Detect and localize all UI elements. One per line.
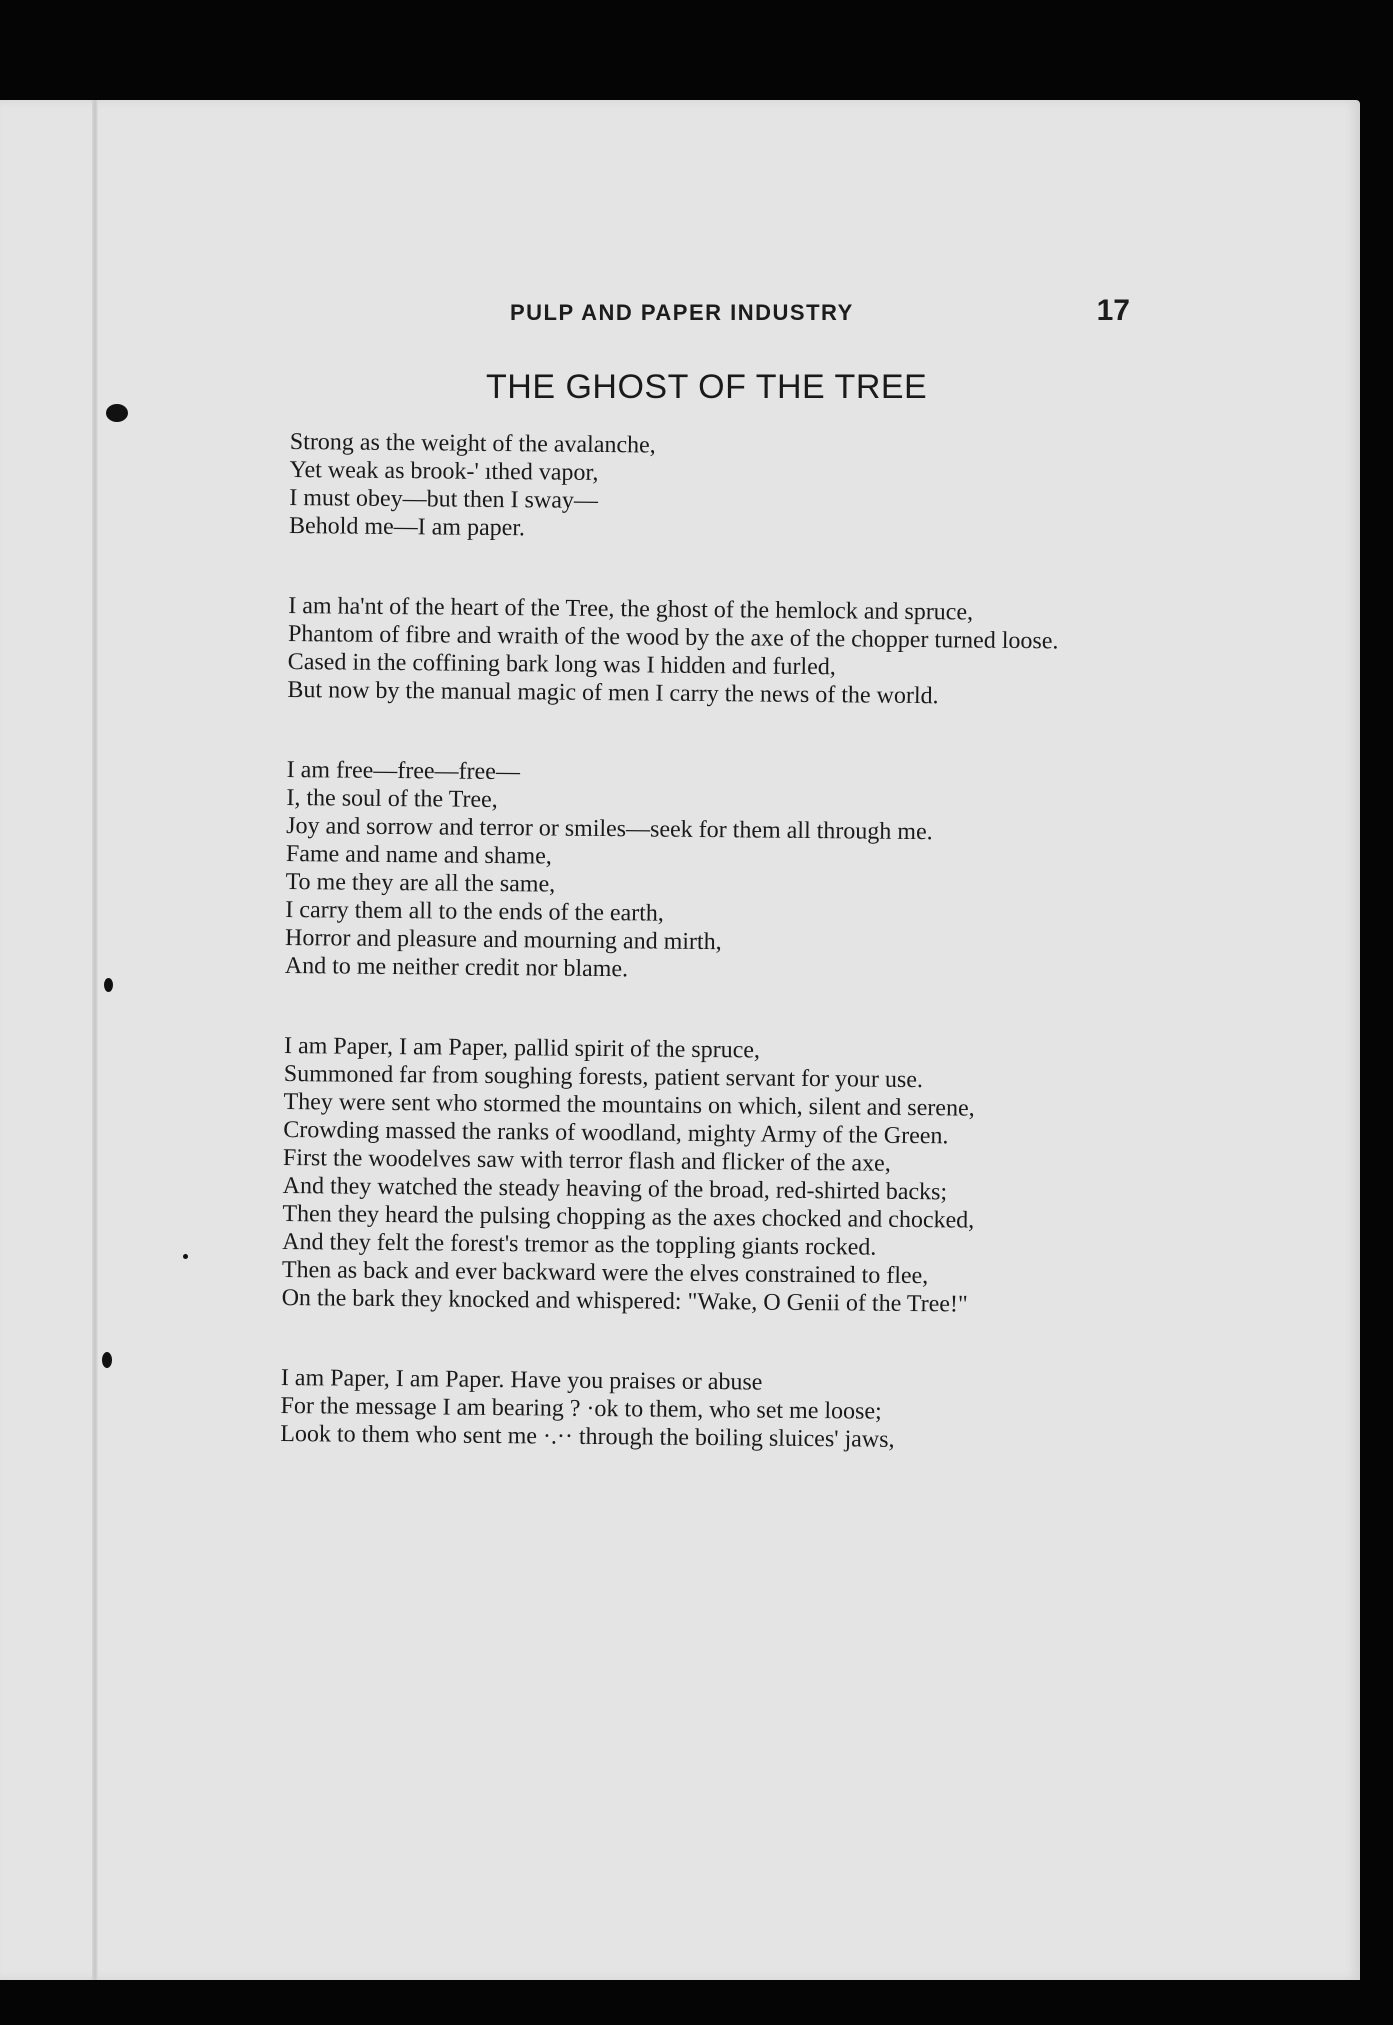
poem-line: Then as back and ever backward were the elves constrained to flee, [281,1256,929,1290]
poem-line: Summoned far from soughing forests, patient servant for your use. [283,1060,924,1094]
poem-body [280,428,1130,1508]
page-gutter [92,100,98,1980]
poem-line: Yet weak as brook-' ıthed vapor, [289,456,599,486]
poem-title: THE GHOST OF THE TREE [486,368,928,406]
poem-line: Look to them who sent me ·.·· through the boiling sluices' jaws, [280,1420,895,1453]
poem-line: Fame and name and shame, [285,840,552,870]
page-number: 17 [1096,294,1130,327]
poem-line: I, the soul of the Tree, [286,784,498,814]
poem-line: Then they heard the pulsing chopping as the axes chocked and chocked, [282,1200,975,1234]
poem-line: Joy and sorrow and terror or smiles—seek for them all through me. [286,812,933,846]
poem-line: And they felt the forest's tremor as the toppling giants rocked. [282,1228,877,1261]
poem-line: And to me neither credit nor blame. [284,952,629,983]
stanza-5 [280,1364,1121,1456]
stanza-3 [285,756,1127,988]
poem-line: And they watched the steady heaving of the broad, red-shirted backs; [282,1172,948,1206]
running-head: PULP AND PAPER INDUSTRY [510,300,854,325]
poem-line: I carry them all to the ends of the earth, [285,896,664,927]
poem-line: First the woodelves saw with terror flash and flicker of the axe, [282,1144,891,1177]
poem-line: They were sent who stormed the mountains on which, silent and serene, [283,1088,975,1122]
poem-line: Horror and pleasure and mourning and mirth, [284,924,722,956]
poem-line: To me they are all the same, [285,868,556,898]
poem-line: Phantom of fibre and wraith of the wood by the axe of the chopper turned loose. [287,620,1059,655]
poem-line: Strong as the weight of the avalanche, [289,428,656,459]
poem-line: Cased in the coffining bark long was I hidden and furled, [287,648,836,681]
stanza-2 [287,592,1128,712]
page-header [510,294,1130,328]
poem-line: I must obey—but then I sway— [289,484,599,514]
poem-line: I am ha'nt of the heart of the Tree, the ghost of the hemlock and spruce, [288,592,974,626]
poem-line: Behold me—I am paper. [288,512,526,542]
stanza-4 [282,1032,1125,1320]
punch-hole-mark [102,1352,112,1368]
speck-mark [183,1254,188,1259]
poem-line: I am Paper, I am Paper. Have you praises or abuse [280,1364,763,1396]
punch-hole-mark [106,404,128,422]
punch-hole-mark [104,978,113,992]
poem-line: For the message I am bearing ? ·ok to them, who set me loose; [280,1392,882,1425]
poem-line: I am free—free—free— [286,756,521,786]
stanza-1 [289,428,1130,548]
poem-line: I am Paper, I am Paper, pallid spirit of the spruce, [283,1032,761,1064]
poem-line: Crowding massed the ranks of woodland, mighty Army of the Green. [283,1116,949,1150]
poem-line: But now by the manual magic of men I carry the news of the world. [287,676,939,710]
poem-line: On the bark they knocked and whispered: "Wake, O Genii of the Tree!" [281,1284,968,1318]
